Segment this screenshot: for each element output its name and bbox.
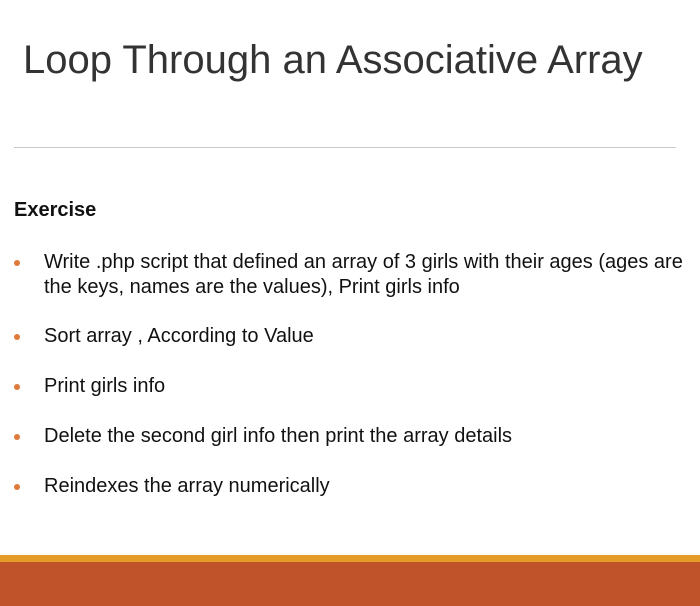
bullet-item [14,474,684,499]
bullet-item [14,374,684,399]
footer-accent-bar [0,555,700,562]
bullet-dot-icon [14,484,20,490]
section-heading: Exercise [14,199,97,221]
bullet-dot-icon [14,260,20,266]
bullet-text: Print girls info [44,375,166,397]
bullet-text: Write .php script that defined an array of 3 girls with their ages (ages are the keys, names are the values), Print girls info [44,251,683,298]
bullet-item [14,424,684,449]
bullet-item [14,324,684,349]
bullet-text: Sort array , According to Value [44,325,314,347]
bullet-dot-icon [14,434,20,440]
bullet-text: Delete the second girl info then print the array details [44,425,513,447]
bullet-item [14,250,684,300]
footer-bar [0,562,700,606]
slide-title: Loop Through an Associative Array [23,38,643,82]
title-divider [14,147,676,148]
bullet-list [14,250,684,499]
bullet-text: Reindexes the array numerically [44,475,330,497]
bullet-dot-icon [14,384,20,390]
bullet-dot-icon [14,334,20,340]
